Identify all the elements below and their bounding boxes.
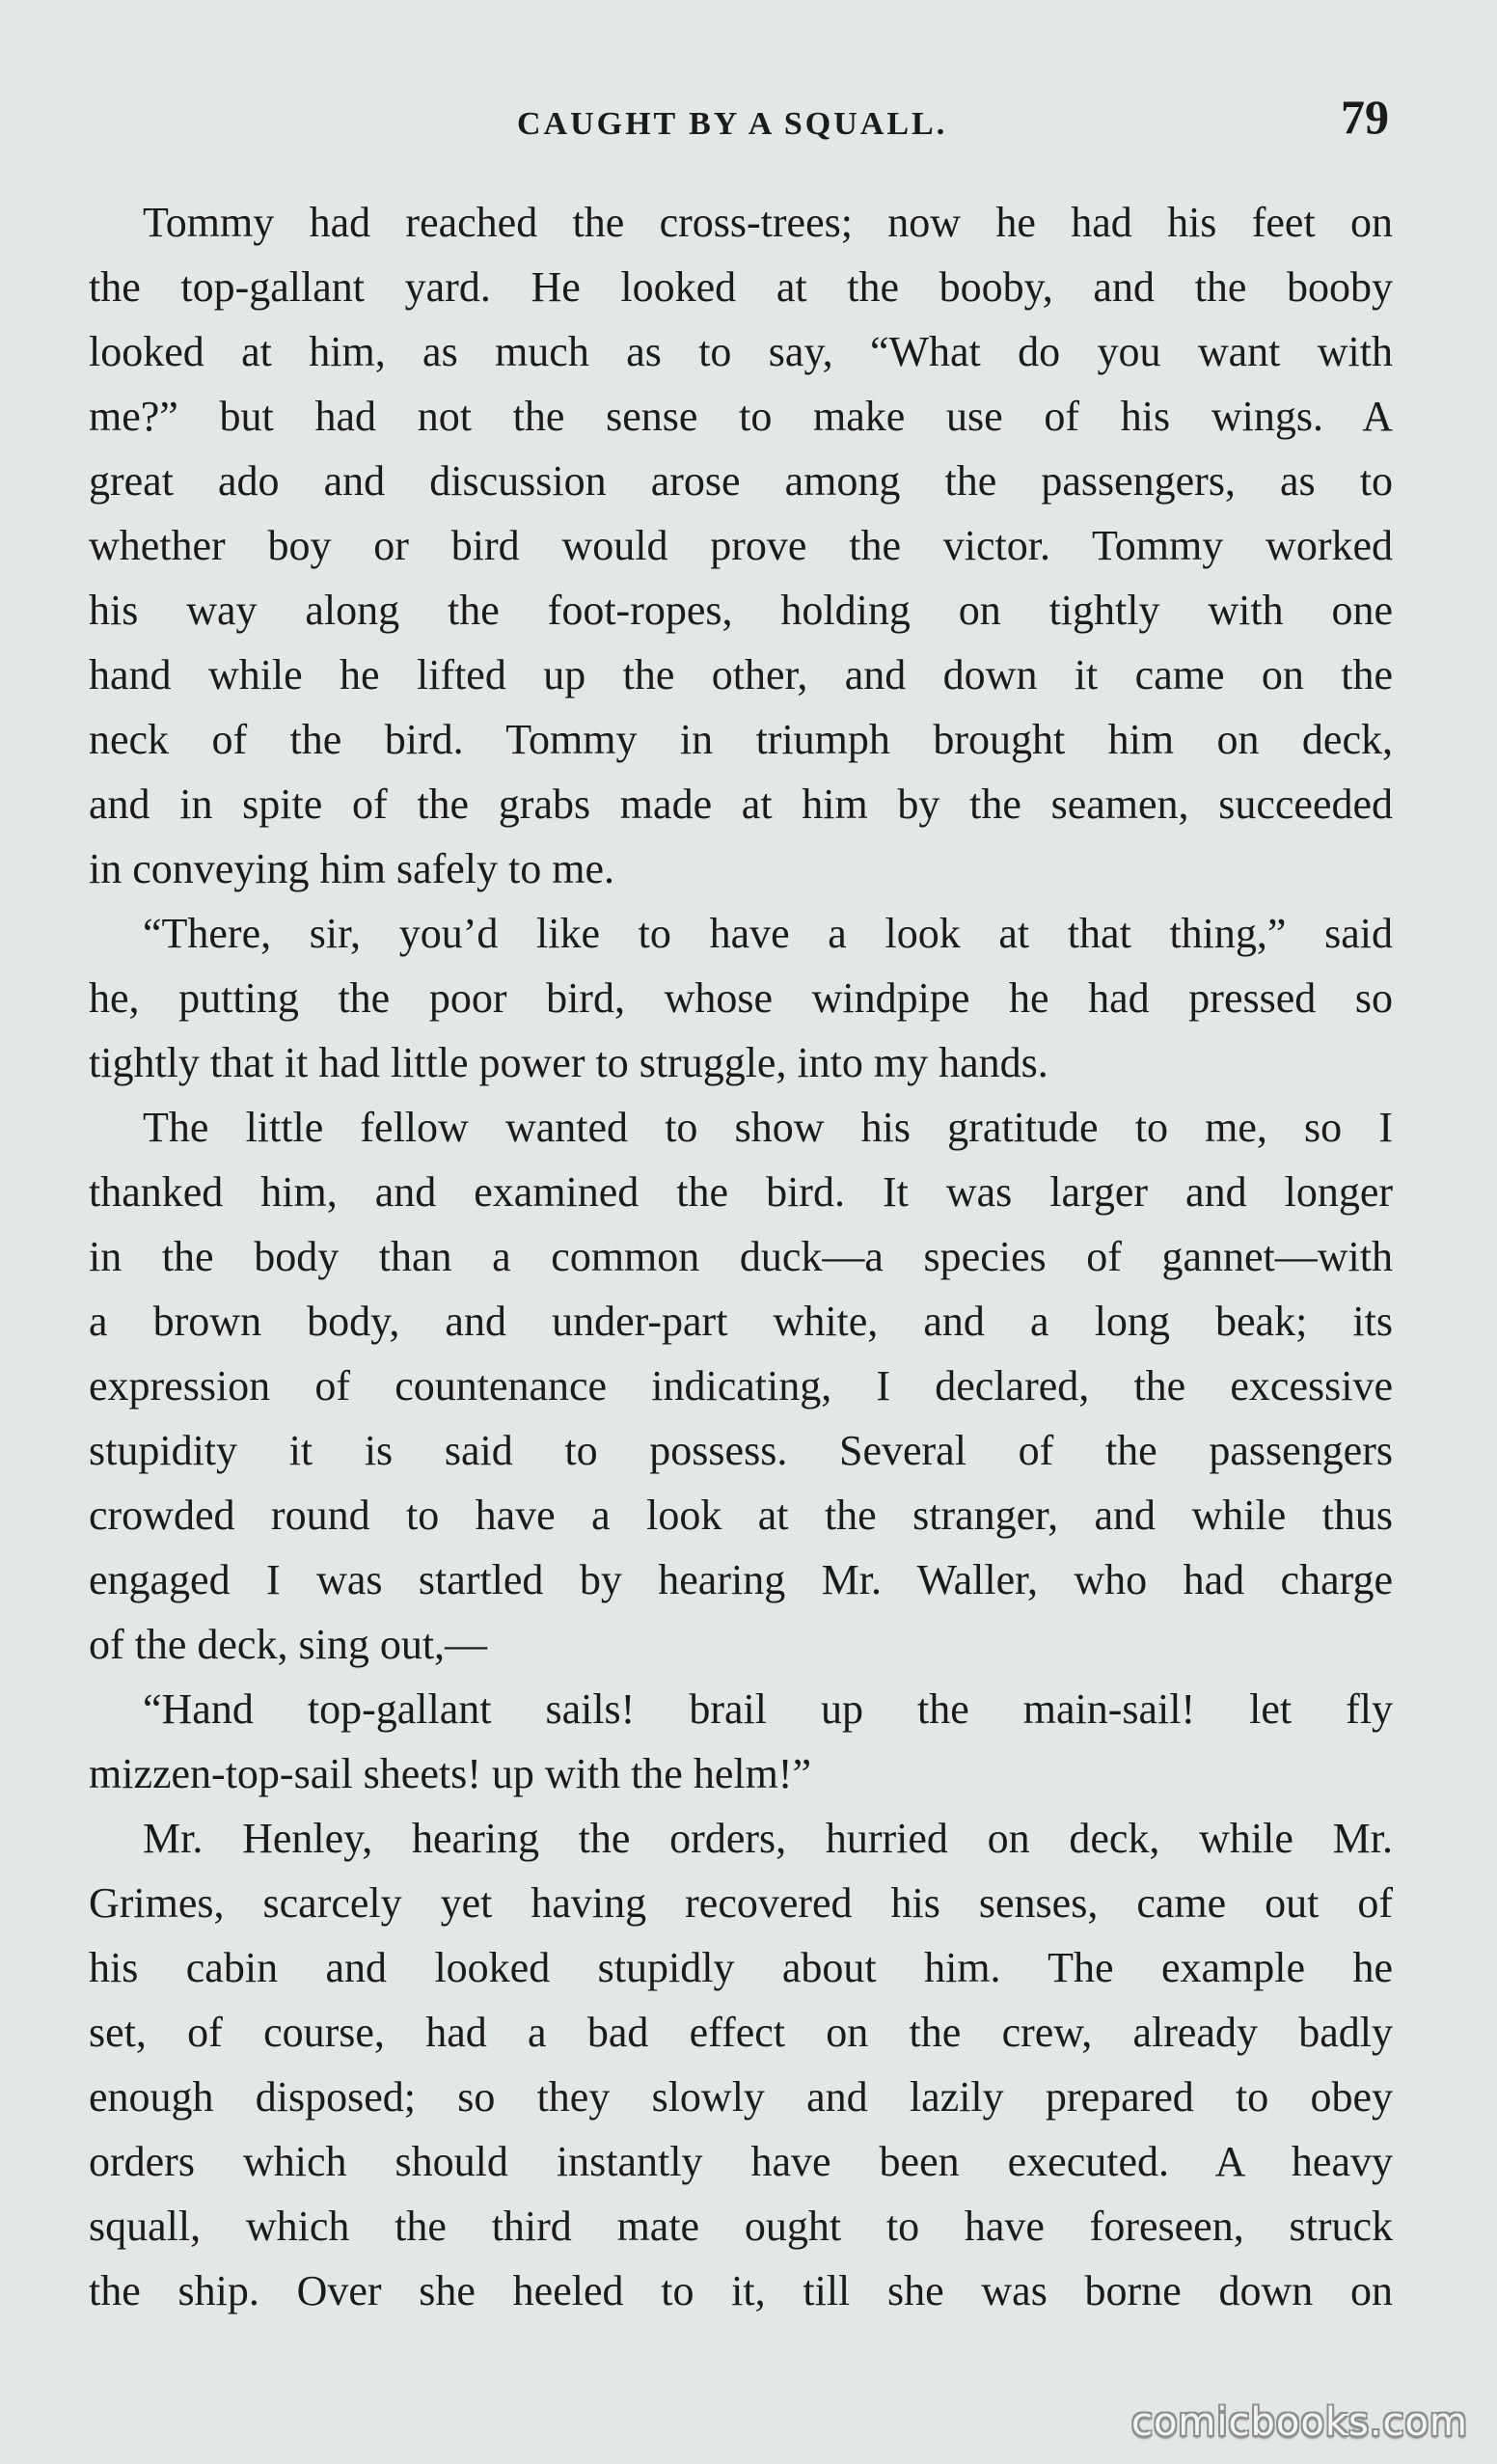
body-text [89, 190, 1393, 2323]
text-line: stupidity it is said to possess. Several of the passengers [89, 1427, 1393, 1474]
text-line: me?” but had not the sense to make use of his wings. A [89, 393, 1393, 440]
site-watermark: comicbooks.com [1130, 2400, 1468, 2445]
text-line: in the body than a common duck—a species of gannet—with [89, 1233, 1393, 1280]
text-line: expression of countenance indicating, I declared, the excessive [89, 1362, 1393, 1410]
text-line: and in spite of the grabs made at him by the seamen, succeeded [89, 780, 1393, 828]
text-line: he, putting the poor bird, whose windpipe he had pressed so [89, 974, 1393, 1022]
text-line: orders which should instantly have been executed. A heavy [89, 2138, 1393, 2185]
page-number: 79 [1341, 90, 1389, 144]
text-line: hand while he lifted up the other, and down it came on the [89, 651, 1393, 698]
text-line: the top-gallant yard. He looked at the booby, and the booby [89, 263, 1393, 311]
text-line: Grimes, scarcely yet having recovered his senses, came out of [89, 1879, 1393, 1927]
text-line: neck of the bird. Tommy in triumph brought him on deck, [89, 716, 1393, 763]
text-line: crowded round to have a look at the stranger, and while thus [89, 1492, 1393, 1539]
text-line: looked at him, as much as to say, “What do you want with [89, 328, 1393, 375]
text-line: in conveying him safely to me. [89, 845, 614, 892]
text-line: his way along the foot-ropes, holding on tightly with one [89, 587, 1393, 634]
text-line: “Hand top-gallant sails! brail up the main-sail! let fly [143, 1685, 1393, 1733]
text-line: The little fellow wanted to show his gratitude to me, so I [143, 1104, 1393, 1151]
running-head [0, 89, 1497, 156]
text-line: enough disposed; so they slowly and lazily prepared to obey [89, 2073, 1393, 2121]
text-line: thanked him, and examined the bird. It was larger and longer [89, 1168, 1393, 1216]
text-line: mizzen-top-sail sheets! up with the helm!” [89, 1750, 811, 1797]
text-line: a brown body, and under-part white, and a long beak; its [89, 1298, 1393, 1345]
text-line: whether boy or bird would prove the victor. Tommy worked [89, 522, 1393, 569]
text-line: Tommy had reached the cross-trees; now he had his feet on [143, 199, 1393, 246]
text-line: set, of course, had a bad effect on the crew, already badly [89, 2009, 1393, 2056]
text-line: of the deck, sing out,— [89, 1621, 488, 1668]
running-title: CAUGHT BY A SQUALL. [517, 106, 948, 142]
text-line: Mr. Henley, hearing the orders, hurried on deck, while Mr. [143, 1815, 1393, 1862]
text-line: squall, which the third mate ought to have foreseen, struck [89, 2203, 1393, 2250]
text-line: “There, sir, you’d like to have a look at that thing,” said [143, 910, 1393, 957]
text-line: his cabin and looked stupidly about him. The example he [89, 1944, 1393, 1991]
text-line: engaged I was startled by hearing Mr. Waller, who had charge [89, 1556, 1393, 1603]
text-line: tightly that it had little power to struggle, into my hands. [89, 1039, 1048, 1086]
text-line: the ship. Over she heeled to it, till she was borne down on [89, 2267, 1393, 2314]
text-line: great ado and discussion arose among the passengers, as to [89, 457, 1393, 505]
